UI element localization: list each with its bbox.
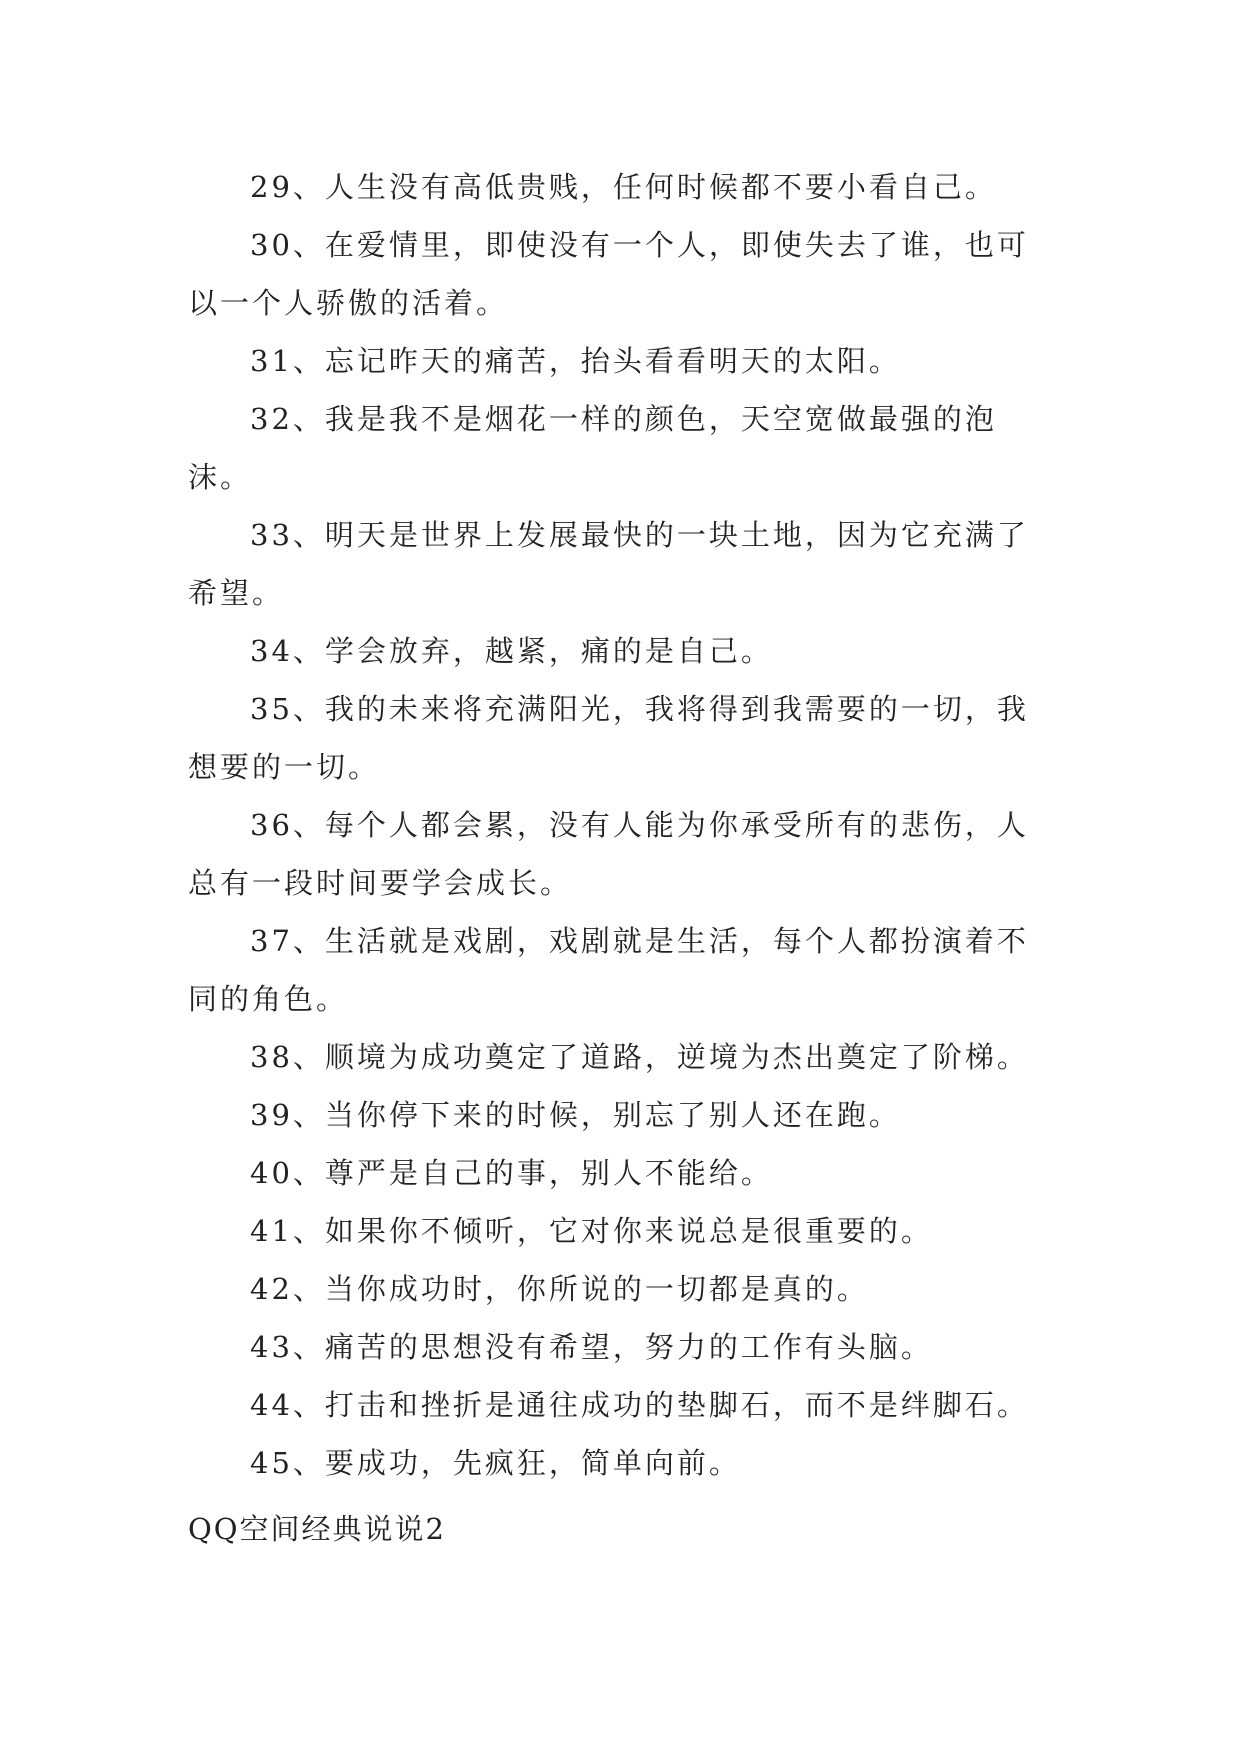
list-item: 31、忘记昨天的痛苦，抬头看看明天的太阳。 — [250, 344, 901, 378]
list-item: 35、我的未来将充满阳光，我将得到我需要的一切，我想要的一切。 — [188, 692, 1029, 784]
quote-list — [188, 158, 1058, 1492]
list-item: 39、当你停下来的时候，别忘了别人还在跑。 — [250, 1098, 901, 1132]
list-item: 43、痛苦的思想没有希望，努力的工作有头脑。 — [250, 1330, 933, 1364]
section-heading: QQ空间经典说说2 — [188, 1512, 447, 1546]
list-item: 30、在爱情里，即使没有一个人，即使失去了谁，也可以一个人骄傲的活着。 — [188, 228, 1029, 320]
list-item: 37、生活就是戏剧，戏剧就是生活，每个人都扮演着不同的角色。 — [188, 924, 1029, 1016]
list-item: 36、每个人都会累，没有人能为你承受所有的悲伤，人总有一段时间要学会成长。 — [188, 808, 1029, 900]
list-item: 44、打击和挫折是通往成功的垫脚石，而不是绊脚石。 — [250, 1388, 1029, 1422]
list-item: 32、我是我不是烟花一样的颜色，天空宽做最强的泡沫。 — [188, 402, 997, 494]
list-item: 42、当你成功时，你所说的一切都是真的。 — [250, 1272, 869, 1306]
list-item: 34、学会放弃，越紧，痛的是自己。 — [250, 634, 773, 668]
list-item: 38、顺境为成功奠定了道路，逆境为杰出奠定了阶梯。 — [250, 1040, 1029, 1074]
list-item: 29、人生没有高低贵贱，任何时候都不要小看自己。 — [250, 170, 997, 204]
list-item: 41、如果你不倾听，它对你来说总是很重要的。 — [250, 1214, 933, 1248]
list-item: 33、明天是世界上发展最快的一块土地，因为它充满了希望。 — [188, 518, 1029, 610]
list-item: 40、尊严是自己的事，别人不能给。 — [250, 1156, 773, 1190]
list-item: 45、要成功，先疯狂，简单向前。 — [250, 1446, 741, 1480]
